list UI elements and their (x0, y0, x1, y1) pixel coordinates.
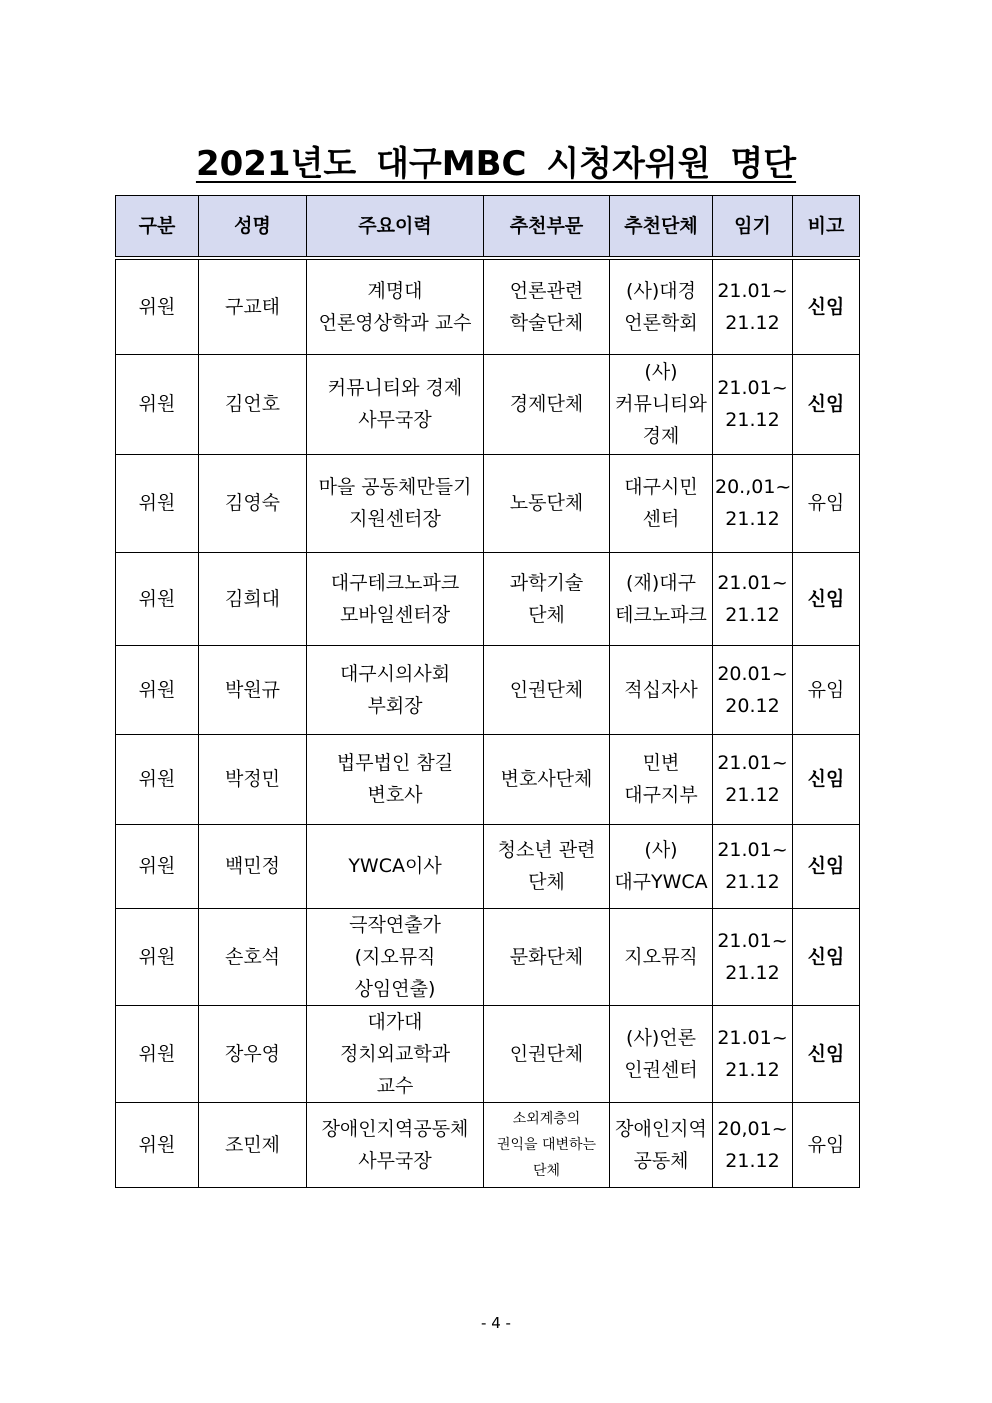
cell-name: 박정민 (199, 734, 307, 824)
cell-term-line: 20.12 (725, 694, 780, 717)
cell-organization-line: 공동체 (633, 1149, 689, 1172)
cell-sector-line: 과학기술 (509, 571, 584, 594)
cell-organization (610, 258, 713, 354)
cell-sector-line: 권익을 대변하는 (496, 1136, 597, 1153)
cell-career-line: YWCA이사 (348, 855, 442, 877)
table-row (116, 258, 860, 354)
cell-note: 신임 (793, 258, 860, 354)
cell-career-line: 부회장 (367, 694, 423, 717)
cell-term (713, 824, 793, 908)
table-row (116, 454, 860, 552)
cell-career-line: 변호사 (367, 784, 423, 806)
cell-organization-line: 장애인지역 (615, 1117, 707, 1140)
cell-term-line: 21.12 (725, 508, 780, 530)
cell-category: 위원 (116, 552, 199, 645)
cell-note: 신임 (793, 908, 860, 1005)
cell-career-line: 상임연출) (354, 977, 436, 1000)
cell-career-line: 사무국장 (358, 409, 432, 431)
cell-category: 위원 (116, 734, 199, 824)
cell-career (307, 454, 484, 552)
header-note: 비고 (793, 196, 860, 259)
table-row (116, 908, 860, 1005)
cell-organization-line: (사) (644, 839, 678, 861)
header-career: 주요이력 (307, 196, 484, 259)
cell-term (713, 258, 793, 354)
cell-term (713, 1005, 793, 1102)
cell-career (307, 908, 484, 1005)
cell-note: 유임 (793, 454, 860, 552)
cell-sector (484, 734, 610, 824)
cell-term-line: 20,01~ (717, 1117, 788, 1140)
cell-organization-line: (재)대구 (626, 571, 696, 594)
cell-career-line: 계명대 (367, 279, 423, 302)
table-header-row (116, 196, 860, 259)
cell-name: 장우영 (199, 1005, 307, 1102)
table-row (116, 824, 860, 908)
cell-note: 유임 (793, 1102, 860, 1187)
cell-category: 위원 (116, 908, 199, 1005)
header-name: 성명 (199, 196, 307, 259)
cell-name: 백민정 (199, 824, 307, 908)
cell-name: 김희대 (199, 552, 307, 645)
cell-organization-line: (사)대경 (626, 279, 696, 302)
cell-term-line: 21.01~ (717, 839, 788, 861)
cell-note: 유임 (793, 645, 860, 734)
cell-sector-line: 노동단체 (509, 492, 584, 514)
cell-term-line: 21.12 (725, 961, 780, 984)
cell-sector (484, 645, 610, 734)
cell-term-line: 21.12 (725, 311, 780, 334)
cell-name: 조민제 (199, 1102, 307, 1187)
cell-sector-line: 소외계층의 (512, 1110, 581, 1127)
cell-term-line: 21.12 (725, 871, 780, 893)
cell-organization-line: 언론학회 (624, 311, 698, 334)
cell-career (307, 1102, 484, 1187)
cell-sector (484, 1102, 610, 1187)
cell-term-line: 21.12 (725, 409, 780, 431)
cell-sector-line: 문화단체 (509, 945, 584, 968)
cell-sector-line: 단체 (528, 603, 565, 626)
cell-organization (610, 454, 713, 552)
cell-organization-line: 적십자사 (624, 678, 698, 701)
cell-sector (484, 258, 610, 354)
cell-organization (610, 552, 713, 645)
cell-sector-line: 경제단체 (509, 393, 584, 415)
cell-term-line: 21.01~ (717, 929, 788, 952)
cell-term-line: 21.12 (725, 784, 780, 806)
cell-category: 위원 (116, 645, 199, 734)
cell-career (307, 1005, 484, 1102)
cell-term-line: 20.,01~ (715, 476, 792, 498)
cell-sector-line: 학술단체 (509, 311, 584, 334)
cell-organization-line: 센터 (642, 508, 680, 530)
cell-organization-line: 대구시민 (624, 476, 698, 498)
cell-note: 신임 (793, 824, 860, 908)
table-row (116, 734, 860, 824)
cell-organization (610, 824, 713, 908)
cell-term (713, 454, 793, 552)
cell-organization-line: 커뮤니티와 (615, 393, 707, 415)
cell-career-line: (지오뮤직 (354, 945, 436, 968)
cell-career-line: 지원센터장 (349, 508, 441, 530)
cell-career (307, 552, 484, 645)
cell-organization (610, 1005, 713, 1102)
cell-name: 김언호 (199, 354, 307, 454)
cell-term (713, 1102, 793, 1187)
cell-category: 위원 (116, 454, 199, 552)
cell-sector (484, 552, 610, 645)
cell-organization-line: 경제 (642, 425, 680, 447)
cell-career-line: 대구테크노파크 (330, 571, 460, 594)
cell-career-line: 커뮤니티와 경제 (327, 377, 463, 399)
cell-sector-line: 단체 (528, 871, 565, 893)
cell-career-line: 장애인지역공동체 (321, 1117, 469, 1140)
cell-career-line: 언론영상학과 교수 (318, 311, 472, 334)
page-title: 2021년도 대구MBC 시청자위원 명단 (195, 144, 797, 184)
cell-career-line: 대구시의사회 (339, 662, 451, 685)
cell-term-line: 21.12 (725, 603, 780, 626)
cell-note: 신임 (793, 552, 860, 645)
cell-name: 구교태 (199, 258, 307, 354)
table-row (116, 1005, 860, 1102)
cell-sector-line: 언론관련 (509, 279, 584, 302)
cell-term (713, 645, 793, 734)
header-organization: 추천단체 (610, 196, 713, 259)
cell-note: 신임 (793, 1005, 860, 1102)
cell-career-line: 모바일센터장 (339, 603, 451, 626)
cell-category: 위원 (116, 1102, 199, 1187)
cell-organization (610, 645, 713, 734)
cell-term-line: 21.01~ (717, 1026, 788, 1049)
cell-career (307, 734, 484, 824)
cell-career (307, 354, 484, 454)
cell-organization-line: 민변 (642, 752, 680, 774)
cell-term-line: 21.01~ (717, 571, 788, 594)
cell-category: 위원 (116, 354, 199, 454)
committee-roster-table (115, 195, 860, 1188)
table-row (116, 354, 860, 454)
cell-category: 위원 (116, 824, 199, 908)
cell-career-line: 극작연출가 (349, 913, 441, 936)
table-row (116, 1102, 860, 1187)
cell-sector (484, 454, 610, 552)
cell-sector (484, 354, 610, 454)
cell-term (713, 734, 793, 824)
cell-organization (610, 734, 713, 824)
cell-career (307, 258, 484, 354)
cell-sector (484, 824, 610, 908)
cell-name: 손호석 (199, 908, 307, 1005)
cell-sector (484, 1005, 610, 1102)
cell-organization-line: 지오뮤직 (624, 945, 698, 968)
cell-organization-line: 테크노파크 (615, 603, 707, 626)
cell-career (307, 824, 484, 908)
cell-term (713, 354, 793, 454)
cell-career-line: 사무국장 (358, 1149, 432, 1172)
cell-sector-line: 청소년 관련 (497, 839, 596, 861)
cell-career (307, 645, 484, 734)
cell-organization-line: (사) (644, 361, 678, 383)
cell-career-line: 교수 (376, 1074, 414, 1097)
cell-sector-line: 단체 (532, 1162, 561, 1179)
cell-term (713, 908, 793, 1005)
header-term: 임기 (713, 196, 793, 259)
cell-term-line: 21.01~ (717, 377, 788, 399)
cell-career-line: 법무법인 참길 (336, 752, 454, 774)
cell-organization-line: (사)언론 (626, 1026, 696, 1049)
cell-sector-line: 변호사단체 (500, 768, 593, 790)
cell-term-line: 21.12 (725, 1149, 780, 1172)
cell-note: 신임 (793, 734, 860, 824)
cell-sector-line: 인권단체 (509, 678, 584, 701)
cell-name: 김영숙 (199, 454, 307, 552)
cell-term-line: 21.12 (725, 1058, 780, 1081)
cell-term (713, 552, 793, 645)
cell-name: 박원규 (199, 645, 307, 734)
cell-note: 신임 (793, 354, 860, 454)
cell-term-line: 20.01~ (717, 662, 788, 685)
page-number: - 4 - (481, 1314, 511, 1332)
cell-organization-line: 인권센터 (624, 1058, 698, 1081)
cell-career-line: 정치외교학과 (339, 1042, 451, 1065)
table-row (116, 552, 860, 645)
cell-organization (610, 354, 713, 454)
cell-organization-line: 대구지부 (624, 784, 698, 806)
cell-career-line: 마을 공동체만들기 (318, 476, 472, 498)
header-sector: 추천부문 (484, 196, 610, 259)
table-row (116, 645, 860, 734)
cell-sector-line: 인권단체 (509, 1042, 584, 1065)
cell-sector (484, 908, 610, 1005)
cell-organization (610, 908, 713, 1005)
cell-organization-line: 대구YWCA (614, 871, 708, 893)
cell-category: 위원 (116, 258, 199, 354)
cell-category: 위원 (116, 1005, 199, 1102)
cell-term-line: 21.01~ (717, 279, 788, 302)
header-category: 구분 (116, 196, 199, 259)
cell-career-line: 대가대 (367, 1010, 423, 1033)
cell-term-line: 21.01~ (717, 752, 788, 774)
cell-organization (610, 1102, 713, 1187)
